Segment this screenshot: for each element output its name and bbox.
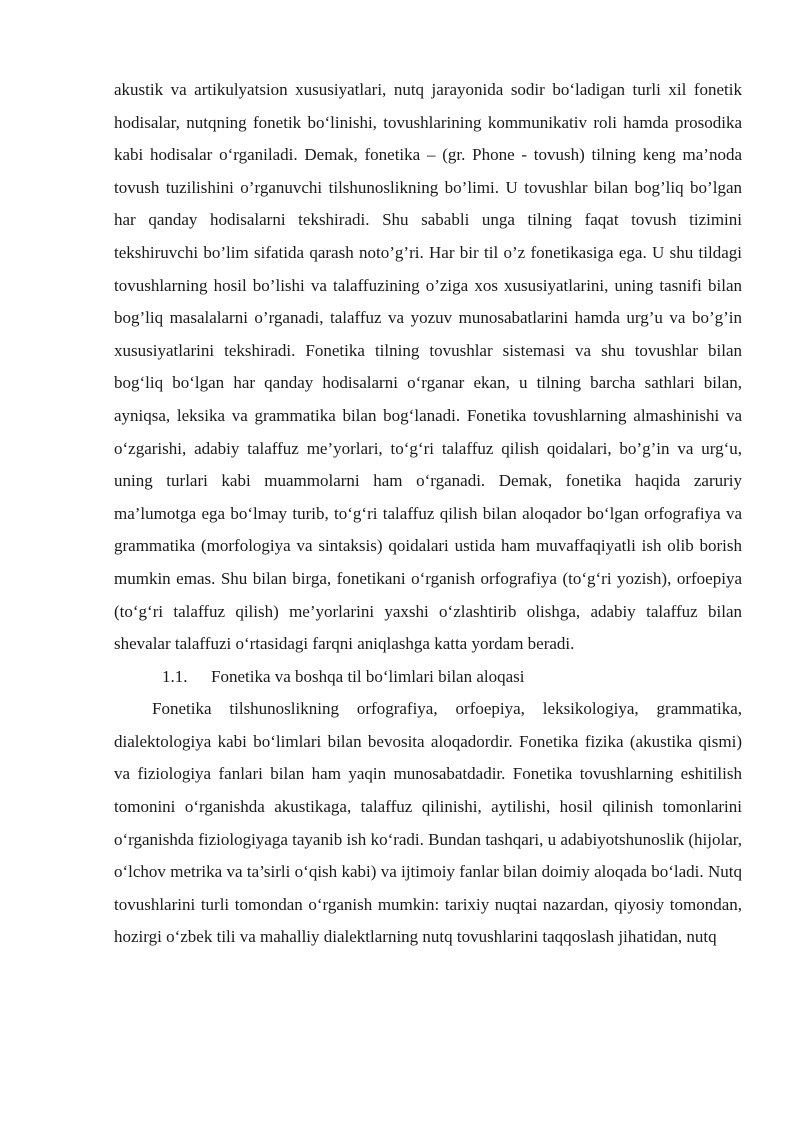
body-paragraph: akustik va artikulyatsion xususiyatlari, nutq jarayonida sodir bo‘ladigan turli xil fonetik hodisalar, nutqning fonetik bo‘linishi, tovushlarining kommunikativ roli hamda prosodika kabi hodisalar o‘rganiladi. Demak, fonetika – (gr. Phone - tovush) tilning keng ma’noda tovush tuzilishini o’rganuvchi tilshunoslikning bo’limi. U tovushlar bilan bog’liq bo’lgan har qanday hodisalarni tekshiradi. Shu sababli unga tilning faqat tovush tizimini tekshiruvchi bo’lim sifatida qarash noto’g’ri. Har bir til o’z fonetikasiga ega. U shu tildagi tovushlarning hosil bo’lishi va talaffuzining o’ziga xos xususiyatlarini, uning tasnifi bilan bog’liq masalalarni o’rganadi, talaffuz va yozuv munosabatlarini hamda urg’u va bo’g’in xususiyatlarini tekshiradi. Fonetika tilning tovushlar sistemasi va shu tovushlar bilan bog‘liq bo‘lgan har qanday hodisalarni o‘rganar ekan, u tilning barcha sathlari bilan, ayniqsa, leksika va grammatika bilan bog‘lanadi. Fonetika tovushlarning almashinishi va o‘zgarishi, adabiy talaffuz me’yorlari, to‘g‘ri talaffuz qilish qoidalari, bo’g’in va urg‘u, uning turlari kabi muammolarni ham o‘rganadi. Demak, fonetika haqida zaruriy ma’lumotga ega bo‘lmay turib, to‘g‘ri talaffuz qilish bilan aloqador bo‘lgan orfografiya va grammatika (morfologiya va sintaksis) qoidalari ustida ham muvaffaqiyatli ish olib borish mumkin emas. Shu bilan birga, fonetikani o‘rganish orfografiya (to‘g‘ri yozish), orfoepiya (to‘g‘ri talaffuz qilish) me’yorlarini yaxshi o‘zlashtirib olishga, adabiy talaffuz bilan shevalar talaffuzi o‘rtasidagi farqni aniqlashga katta yordam beradi.: [114, 80, 742, 654]
document-page: [114, 74, 742, 954]
section-number: 1.1.: [162, 666, 188, 686]
section-title: Fonetika va boshqa til bo‘limlari bilan aloqasi: [211, 666, 525, 686]
section-heading: [114, 661, 742, 694]
body-paragraph: Fonetika tilshunoslikning orfografiya, orfoepiya, leksikologiya, grammatika, dialektologiya kabi bo‘limlari bilan bevosita aloqadordir. Fonetika fizika (akustika qismi) va fiziologiya fanlari bilan ham yaqin munosabatdadir. Fonetika tovushlarning eshitilish tomonini o‘rganishda akustikaga, talaffuz qilinishi, aytilishi, hosil qilinish tomonlarini o‘rganishda fiziologiyaga tayanib ish ko‘radi. Bundan tashqari, u adabiyotshunoslik (hijolar, o‘lchov metrika va ta’sirli o‘qish kabi) va ijtimoiy fanlar bilan doimiy aloqada bo‘ladi. Nutq tovushlarini turli tomondan o‘rganish mumkin: tarixiy nuqtai nazardan, qiyosiy tomondan, hozirgi o‘zbek tili va mahalliy dialektlarning nutq tovushlarini taqqoslash jihatidan, nutq: [114, 699, 742, 947]
